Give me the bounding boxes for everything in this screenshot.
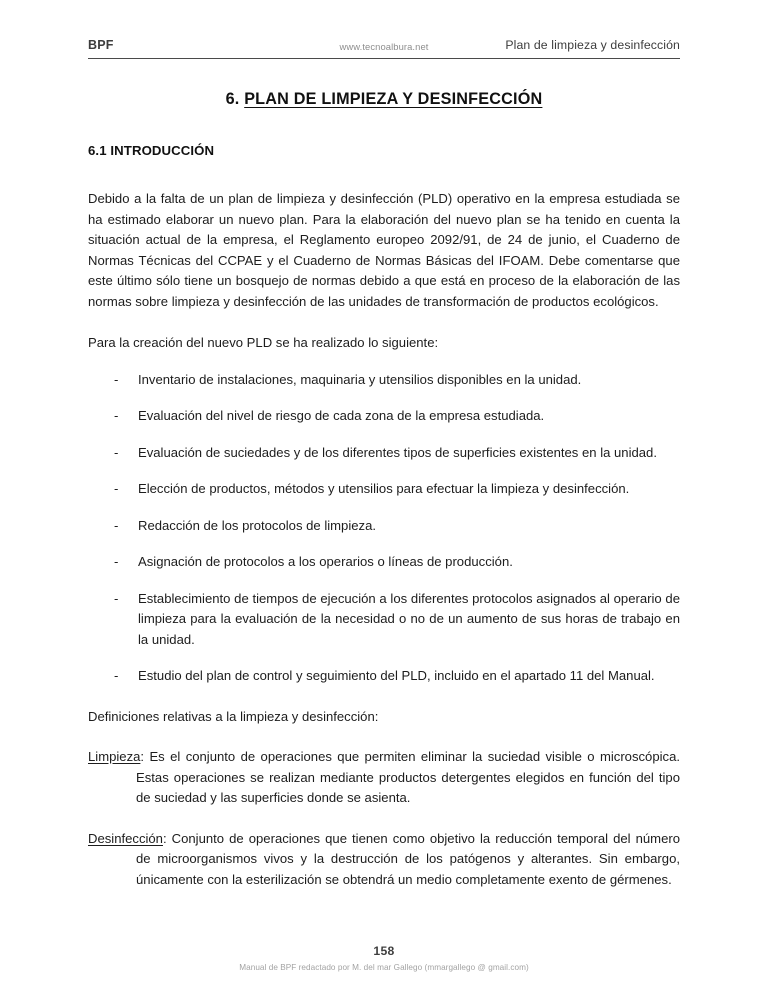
list-item (88, 552, 680, 573)
paragraph-introduccion: Debido a la falta de un plan de limpieza y desinfección (PLD) operativo en la empresa estudiada se ha estimado elaborar un nuevo plan. Para la elaboración del nuevo plan se ha tenido en cuenta la situación actual de la empresa, el Reglamento europeo 2092/91, de 24 de junio, el Cuaderno de Normas Técnicas del CCPAE y el Cuaderno de Normas Básicas del IFOAM. Debe comentarse que este último sólo tiene un bosquejo de normas debido a que está en proceso de la elaboración de las normas sobre limpieza y desinfección de las unidades de transformación de productos ecológicos. (88, 191, 680, 309)
bullet-dash-icon: - (114, 444, 119, 460)
bullet-dash-icon: - (114, 371, 119, 387)
definition-term-limpieza: Limpieza (88, 749, 141, 764)
list-item-text: Inventario de instalaciones, maquinaria y utensilios disponibles en la unidad. (138, 371, 582, 387)
header-website-url: www.tecnoalbura.net (339, 41, 429, 52)
header-right-label: Plan de limpieza y desinfección (505, 38, 680, 52)
list-item (88, 443, 680, 464)
bullet-dash-icon: - (114, 554, 119, 569)
paragraph-lead-in: Para la creación del nuevo PLD se ha realizado lo siguiente: (88, 335, 439, 350)
bullet-dash-icon: - (114, 590, 119, 606)
page-header-inner (88, 38, 680, 58)
list-item (88, 516, 680, 537)
list-item-text: Establecimiento de tiempos de ejecución a los diferentes protocolos asignados al operario de limpieza para la evaluación de la necesidad o no de un aumento de sus horas de trabajo en la unidad. (138, 590, 680, 647)
bullet-dash-icon: - (114, 481, 119, 496)
list-item-text: Redacción de los protocolos de limpieza. (138, 517, 377, 533)
page-title-text: PLAN DE LIMPIEZA Y DESINFECCIÓN (244, 90, 543, 108)
definition-body-limpieza: : Es el conjunto de operaciones que permiten eliminar la suciedad visible o microscópica. Estas operaciones se realizan mediante productos detergentes elegidos en función del tipo de suciedad y las superficies donde se asienta. (136, 749, 680, 805)
list-item (88, 666, 680, 687)
list-item-text: Evaluación del nivel de riesgo de cada zona de la empresa estudiada. (138, 408, 545, 423)
bullet-dash-icon: - (114, 408, 119, 423)
document-body (88, 78, 680, 903)
definition-limpieza (88, 747, 680, 809)
list-item (88, 589, 680, 651)
definition-body-desinfeccion: : Conjunto de operaciones que tienen como objetivo la reducción temporal del número de microorganismos vivos y la destrucción de los patógenos y alterantes. Sin embargo, únicamente con la esterilización se obtendrá un medio completamente exento de gérmenes. (136, 830, 680, 887)
bullet-dash-icon: - (114, 517, 119, 533)
page-title (88, 90, 680, 109)
paragraph-definitions-intro: Definiciones relativas a la limpieza y desinfección: (88, 708, 379, 724)
list-item-text: Asignación de protocolos a los operarios o líneas de producción. (138, 554, 513, 569)
list-item (88, 370, 680, 391)
list-item-text: Evaluación de suciedades y de los diferentes tipos de superficies existentes en la unidad. (138, 444, 657, 460)
definition-term-desinfeccion: Desinfección (88, 830, 163, 846)
list-item (88, 479, 680, 500)
bullet-dash-icon: - (114, 668, 119, 683)
footer-credit: Manual de BPF redactado por M. del mar Gallego (mmargallego @ gmail.com) (239, 963, 529, 972)
page-title-number: 6. (225, 90, 245, 108)
definition-desinfeccion (88, 829, 680, 891)
list-item-text: Elección de productos, métodos y utensilios para efectuar la limpieza y desinfección. (138, 481, 630, 496)
page-header (88, 38, 680, 59)
page-number: 158 (373, 944, 395, 958)
list-item (88, 406, 680, 427)
list-item-text: Estudio del plan de control y seguimiento del PLD, incluido en el apartado 11 del Manual. (138, 668, 655, 683)
header-left-label: BPF (88, 38, 114, 52)
bullet-list (88, 370, 680, 687)
section-heading-introduccion: 6.1 INTRODUCCIÓN (88, 143, 215, 158)
page-footer (0, 944, 768, 972)
